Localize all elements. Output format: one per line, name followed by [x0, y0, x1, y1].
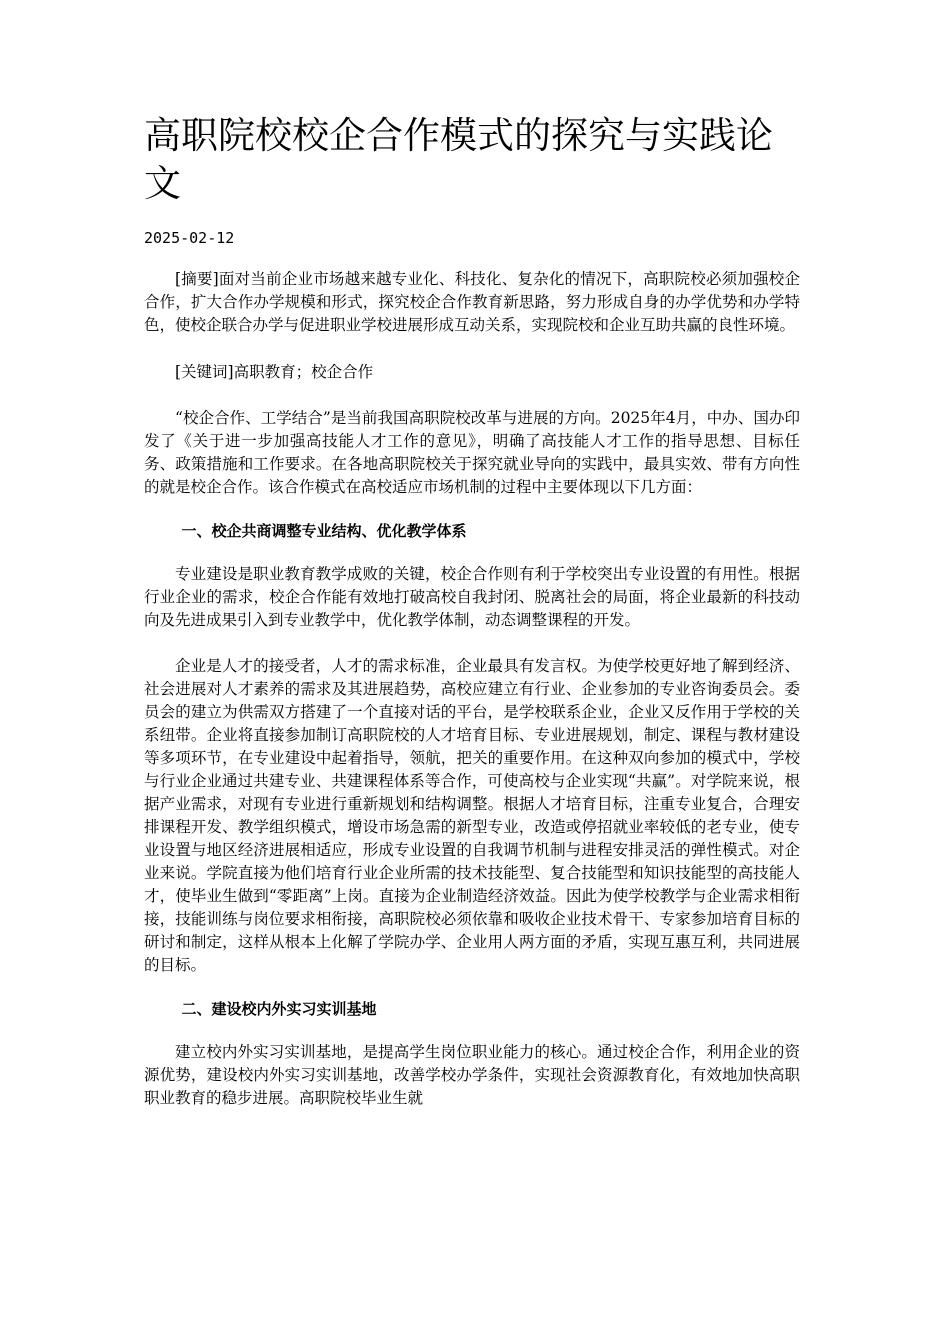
- section-1-paragraph-2: 企业是人才的接受者，人才的需求标准，企业最具有发言权。为使学校更好地了解到经济、社会进展对人才素养的需求及其进展趋势，高校应建立有行业、企业参加的专业咨询委员会。委员会的建立为供需双方搭建了一个直接对话的平台，是学校联系企业，企业又反作用于学校的关系纽带。企业将直接参加制订高职院校的人才培育目标、专业进展规划，制定、课程与教材建设等多项环节，在专业建设中起着指导，领航，把关的重要作用。在这种双向参加的模式中，学校与行业企业通过共建专业、共建课程体系等合作，可使高校与企业实现“共赢”。对学院来说，根据产业需求，对现有专业进行重新规划和结构调整。根据人才培育目标，注重专业复合，合理安排课程开发、教学组织模式，增设市场急需的新型专业，改造或停招就业率较低的老专业，使专业设置与地区经济进展相适应，形成专业设置的自我调节机制与进程安排灵活的弹性模式。对企业来说。学院直接为他们培育行业企业所需的技术技能型、复合技能型和知识技能型的高技能人才，使毕业生做到“零距离”上岗。直接为企业制造经济效益。因此为使学校教学与企业需求相衔接，技能训练与岗位要求相衔接，高职院校必须依靠和吸收企业技术骨干、专家参加培育目标的研讨和制定，这样从根本上化解了学院办学、企业用人两方面的矛盾，实现互惠互利，共同进展的目标。: [144, 657, 800, 974]
- abstract-paragraph: [摘要]面对当前企业市场越来越专业化、科技化、复杂化的情况下，高职院校必须加强校企合作，扩大合作办学规模和形式，探究校企合作教育新思路，努力形成自身的办学优势和办学特色，使校企联合办学与促进职业学校进展形成互动关系，实现院校和企业互助共赢的良性环境。: [144, 270, 800, 334]
- intro-paragraph: “校企合作、工学结合”是当前我国高职院校改革与进展的方向。2025年4月，中办、国办印发了《关于进一步加强高技能人才工作的意见》，明确了高技能人才工作的指导思想、目标任务、政策措施和工作要求。在各地高职院校关于探究就业导向的实践中，最具实效、带有方向性的就是校企合作。该合作模式在高校适应市场机制的过程中主要体现以下几方面：: [144, 409, 800, 496]
- section-2-paragraph-1: 建立校内外实习实训基地，是提高学生岗位职业能力的核心。通过校企合作，利用企业的资源优势，建设校内外实习实训基地，改善学校办学条件，实现社会资源教育化，有效地加快高职职业教育的稳步进展。高职院校毕业生就: [144, 1043, 800, 1107]
- section-1-paragraph-1: 专业建设是职业教育教学成败的关键，校企合作则有利于学校突出专业设置的有用性。根据行业企业的需求，校企合作能有效地打破高校自我封闭、脱离社会的局面，将企业最新的科技动向及先进成果引入到专业教学中，优化教学体制，动态调整课程的开发。: [144, 565, 800, 629]
- document-page: [144, 112, 800, 1110]
- publish-date: 2025-02-12: [144, 229, 235, 247]
- section-heading-2: 二、建设校内外实习实训基地: [181, 1000, 377, 1018]
- section-heading-1: 一、校企共商调整专业结构、优化教学体系: [181, 522, 467, 540]
- document-title: 高职院校校企合作模式的探究与实践论文: [144, 114, 773, 205]
- keywords-paragraph: [关键词]高职教育；校企合作: [175, 363, 374, 381]
